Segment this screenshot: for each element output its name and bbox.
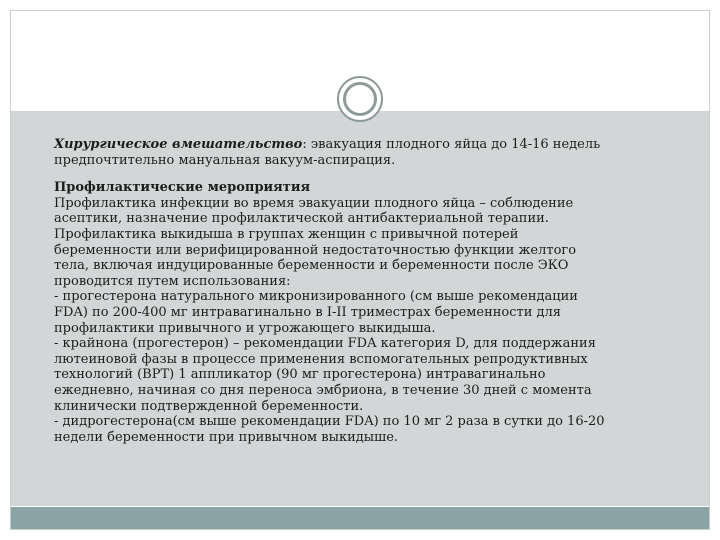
prevention-line: FDA) по 200-400 мг интравагинально в I-II триместрах беременности для [54, 304, 561, 320]
slide-body [54, 137, 694, 445]
prevention-paragraph [54, 180, 694, 445]
surgery-line-2: предпочтительно мануальная вакуум-аспирация. [54, 152, 396, 168]
surgery-text-1: : эвакуация плодного яйца до 14-16 недель [302, 137, 601, 152]
prevention-line: ежедневно, начиная со дня переноса эмбриона, в течение 30 дней с момента [54, 382, 592, 398]
prevention-line: проводится путем использования: [54, 273, 291, 289]
prevention-line: технологий (ВРТ) 1 аппликатор (90 мг прогестерона) интравагинально [54, 367, 546, 383]
prevention-line: асептики, назначение профилактической антибактериальной терапии. [54, 211, 549, 227]
prevention-line: - прогестерона натурального микронизированного (см выше рекомендации [54, 289, 578, 305]
prevention-line: Профилактика выкидыша в группах женщин с привычной потерей [54, 226, 519, 242]
prevention-line: - крайнона (прогестерон) – рекомендации FDA категория D, для поддержания [54, 336, 596, 352]
prevention-line: - дидрогестерона(см выше рекомендации FDA) по 10 мг 2 раза в сутки до 16-20 [54, 414, 605, 430]
prevention-line: профилактики привычного и угрожающего выкидыша. [54, 320, 436, 336]
prevention-line: тела, включая индуцированные беременности и беременности после ЭКО [54, 258, 569, 274]
prevention-line: Профилактика инфекции во время эвакуации плодного яйца – соблюдение [54, 195, 574, 211]
prevention-line: беременности или верифицированной недостаточностью функции желтого [54, 242, 577, 258]
prevention-line: клинически подтвержденной беременности. [54, 398, 364, 414]
footer-bar [11, 507, 709, 529]
surgery-term: Хирургическое вмешательство [54, 137, 303, 152]
prevention-line: лютеиновой фазы в процессе применения вспомогательных репродуктивных [54, 351, 588, 367]
surgery-paragraph [54, 137, 694, 168]
circle-ornament-icon [337, 76, 383, 122]
prevention-line: недели беременности при привычном выкидыше. [54, 429, 399, 445]
prevention-heading: Профилактические мероприятия [54, 180, 311, 196]
surgery-line-1 [54, 137, 694, 153]
